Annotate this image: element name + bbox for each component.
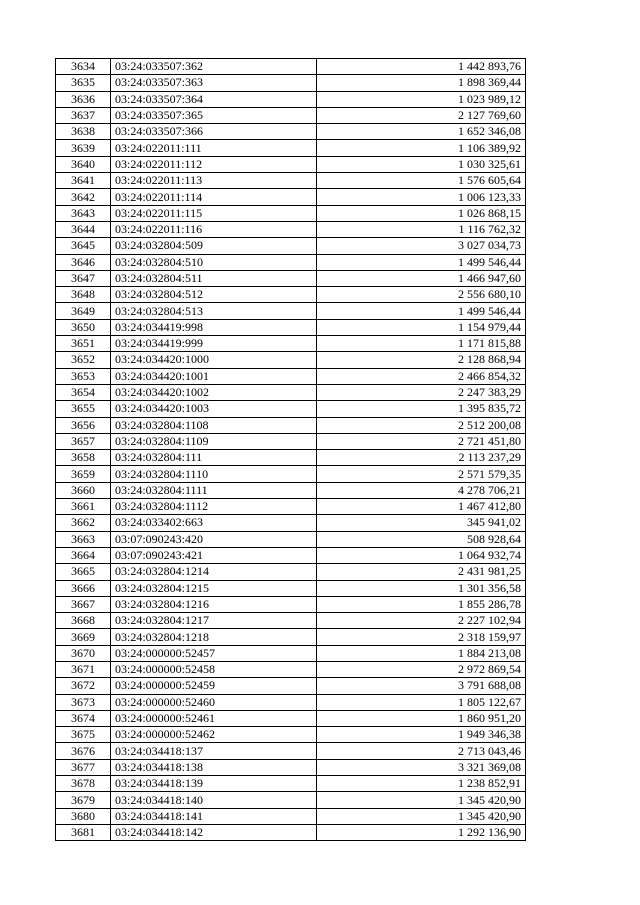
row-number-cell: 3646 xyxy=(56,254,111,270)
table-row xyxy=(56,613,526,629)
table-row xyxy=(56,792,526,808)
cadastral-value-table xyxy=(55,58,526,841)
table-row xyxy=(56,221,526,237)
row-number-cell: 3650 xyxy=(56,319,111,335)
value-cell: 1 171 815,88 xyxy=(317,336,526,352)
cadastral-number-cell: 03:07:090243:421 xyxy=(111,547,317,563)
row-number-cell: 3644 xyxy=(56,221,111,237)
table-row xyxy=(56,515,526,531)
cadastral-number-cell: 03:24:000000:52460 xyxy=(111,694,317,710)
value-cell: 2 127 769,60 xyxy=(317,107,526,123)
table-row xyxy=(56,678,526,694)
row-number-cell: 3657 xyxy=(56,433,111,449)
value-cell: 1 499 546,44 xyxy=(317,303,526,319)
table-row xyxy=(56,499,526,515)
cadastral-number-cell: 03:24:022011:111 xyxy=(111,140,317,156)
value-cell: 2 556 680,10 xyxy=(317,287,526,303)
cadastral-number-cell: 03:24:000000:52459 xyxy=(111,678,317,694)
cadastral-number-cell: 03:24:034420:1003 xyxy=(111,401,317,417)
value-cell: 1 345 420,90 xyxy=(317,792,526,808)
value-cell: 2 247 383,29 xyxy=(317,384,526,400)
cadastral-number-cell: 03:24:034418:140 xyxy=(111,792,317,808)
row-number-cell: 3653 xyxy=(56,368,111,384)
value-cell: 1 106 389,92 xyxy=(317,140,526,156)
table-row xyxy=(56,254,526,270)
value-cell: 1 006 123,33 xyxy=(317,189,526,205)
value-cell: 1 884 213,08 xyxy=(317,645,526,661)
table-row xyxy=(56,547,526,563)
cadastral-number-cell: 03:24:032804:1109 xyxy=(111,433,317,449)
value-cell: 1 023 989,12 xyxy=(317,91,526,107)
value-cell: 2 227 102,94 xyxy=(317,613,526,629)
row-number-cell: 3679 xyxy=(56,792,111,808)
cadastral-number-cell: 03:24:032804:1214 xyxy=(111,564,317,580)
row-number-cell: 3637 xyxy=(56,107,111,123)
value-cell: 1 030 325,61 xyxy=(317,156,526,172)
row-number-cell: 3642 xyxy=(56,189,111,205)
table-row xyxy=(56,270,526,286)
cadastral-number-cell: 03:24:022011:114 xyxy=(111,189,317,205)
row-number-cell: 3641 xyxy=(56,173,111,189)
value-cell: 3 321 369,08 xyxy=(317,759,526,775)
row-number-cell: 3649 xyxy=(56,303,111,319)
cadastral-number-cell: 03:24:032804:510 xyxy=(111,254,317,270)
table-row xyxy=(56,140,526,156)
cadastral-number-cell: 03:24:032804:1215 xyxy=(111,580,317,596)
row-number-cell: 3677 xyxy=(56,759,111,775)
value-cell: 1 576 605,64 xyxy=(317,173,526,189)
table-row xyxy=(56,156,526,172)
row-number-cell: 3672 xyxy=(56,678,111,694)
row-number-cell: 3666 xyxy=(56,580,111,596)
value-cell: 508 928,64 xyxy=(317,531,526,547)
cadastral-number-cell: 03:24:032804:1218 xyxy=(111,629,317,645)
cadastral-number-cell: 03:24:034420:1000 xyxy=(111,352,317,368)
value-cell: 1 301 356,58 xyxy=(317,580,526,596)
cadastral-number-cell: 03:24:033507:363 xyxy=(111,75,317,91)
row-number-cell: 3676 xyxy=(56,743,111,759)
table-row xyxy=(56,808,526,824)
table-row xyxy=(56,319,526,335)
cadastral-number-cell: 03:24:032804:1108 xyxy=(111,417,317,433)
row-number-cell: 3667 xyxy=(56,596,111,612)
row-number-cell: 3658 xyxy=(56,450,111,466)
table-row xyxy=(56,433,526,449)
table-row xyxy=(56,645,526,661)
cadastral-number-cell: 03:24:032804:1112 xyxy=(111,499,317,515)
cadastral-number-cell: 03:07:090243:420 xyxy=(111,531,317,547)
cadastral-number-cell: 03:24:034420:1002 xyxy=(111,384,317,400)
row-number-cell: 3670 xyxy=(56,645,111,661)
row-number-cell: 3661 xyxy=(56,499,111,515)
row-number-cell: 3643 xyxy=(56,205,111,221)
value-cell: 1 116 762,32 xyxy=(317,221,526,237)
cadastral-number-cell: 03:24:032804:513 xyxy=(111,303,317,319)
cadastral-number-cell: 03:24:033507:362 xyxy=(111,59,317,75)
row-number-cell: 3681 xyxy=(56,824,111,840)
value-cell: 3 027 034,73 xyxy=(317,238,526,254)
value-cell: 1 026 868,15 xyxy=(317,205,526,221)
value-cell: 1 805 122,67 xyxy=(317,694,526,710)
table-row xyxy=(56,710,526,726)
table-row xyxy=(56,189,526,205)
table-row xyxy=(56,303,526,319)
cadastral-number-cell: 03:24:034418:142 xyxy=(111,824,317,840)
row-number-cell: 3674 xyxy=(56,710,111,726)
table-row xyxy=(56,205,526,221)
value-cell: 2 466 854,32 xyxy=(317,368,526,384)
row-number-cell: 3675 xyxy=(56,727,111,743)
row-number-cell: 3660 xyxy=(56,482,111,498)
row-number-cell: 3665 xyxy=(56,564,111,580)
cadastral-number-cell: 03:24:032804:1217 xyxy=(111,613,317,629)
row-number-cell: 3635 xyxy=(56,75,111,91)
value-cell: 3 791 688,08 xyxy=(317,678,526,694)
value-cell: 2 972 869,54 xyxy=(317,661,526,677)
value-cell: 2 113 237,29 xyxy=(317,450,526,466)
cadastral-number-cell: 03:24:032804:511 xyxy=(111,270,317,286)
cadastral-number-cell: 03:24:000000:52457 xyxy=(111,645,317,661)
row-number-cell: 3639 xyxy=(56,140,111,156)
row-number-cell: 3669 xyxy=(56,629,111,645)
cadastral-number-cell: 03:24:000000:52462 xyxy=(111,727,317,743)
row-number-cell: 3680 xyxy=(56,808,111,824)
row-number-cell: 3634 xyxy=(56,59,111,75)
value-cell: 1 855 286,78 xyxy=(317,596,526,612)
value-cell: 2 571 579,35 xyxy=(317,466,526,482)
table-row xyxy=(56,759,526,775)
table-row xyxy=(56,238,526,254)
table-row xyxy=(56,59,526,75)
value-cell: 1 898 369,44 xyxy=(317,75,526,91)
value-cell: 1 395 835,72 xyxy=(317,401,526,417)
table-row xyxy=(56,352,526,368)
cadastral-number-cell: 03:24:034418:141 xyxy=(111,808,317,824)
cadastral-number-cell: 03:24:034420:1001 xyxy=(111,368,317,384)
value-cell: 1 442 893,76 xyxy=(317,59,526,75)
row-number-cell: 3662 xyxy=(56,515,111,531)
value-cell: 2 713 043,46 xyxy=(317,743,526,759)
cadastral-number-cell: 03:24:032804:1110 xyxy=(111,466,317,482)
row-number-cell: 3654 xyxy=(56,384,111,400)
table-row xyxy=(56,450,526,466)
value-cell: 1 154 979,44 xyxy=(317,319,526,335)
table-row xyxy=(56,173,526,189)
cadastral-number-cell: 03:24:032804:512 xyxy=(111,287,317,303)
row-number-cell: 3668 xyxy=(56,613,111,629)
cadastral-number-cell: 03:24:022011:116 xyxy=(111,221,317,237)
row-number-cell: 3648 xyxy=(56,287,111,303)
value-cell: 1 292 136,90 xyxy=(317,824,526,840)
table-row xyxy=(56,287,526,303)
cadastral-number-cell: 03:24:033507:366 xyxy=(111,124,317,140)
table-row xyxy=(56,564,526,580)
row-number-cell: 3673 xyxy=(56,694,111,710)
table-row xyxy=(56,580,526,596)
table-row xyxy=(56,368,526,384)
cadastral-number-cell: 03:24:034418:139 xyxy=(111,776,317,792)
table-row xyxy=(56,776,526,792)
cadastral-number-cell: 03:24:033402:663 xyxy=(111,515,317,531)
value-cell: 1 499 546,44 xyxy=(317,254,526,270)
cadastral-number-cell: 03:24:034418:138 xyxy=(111,759,317,775)
table-row xyxy=(56,596,526,612)
table-row xyxy=(56,336,526,352)
row-number-cell: 3647 xyxy=(56,270,111,286)
row-number-cell: 3656 xyxy=(56,417,111,433)
value-cell: 345 941,02 xyxy=(317,515,526,531)
cadastral-number-cell: 03:24:032804:111 xyxy=(111,450,317,466)
table-row xyxy=(56,661,526,677)
value-cell: 2 512 200,08 xyxy=(317,417,526,433)
table-row xyxy=(56,91,526,107)
row-number-cell: 3659 xyxy=(56,466,111,482)
table-row xyxy=(56,743,526,759)
cadastral-number-cell: 03:24:022011:113 xyxy=(111,173,317,189)
value-cell: 2 128 868,94 xyxy=(317,352,526,368)
table-row xyxy=(56,384,526,400)
table-row xyxy=(56,694,526,710)
value-cell: 1 345 420,90 xyxy=(317,808,526,824)
row-number-cell: 3655 xyxy=(56,401,111,417)
table-row xyxy=(56,824,526,840)
table-row xyxy=(56,401,526,417)
row-number-cell: 3638 xyxy=(56,124,111,140)
cadastral-number-cell: 03:24:033507:364 xyxy=(111,91,317,107)
row-number-cell: 3664 xyxy=(56,547,111,563)
cadastral-number-cell: 03:24:022011:112 xyxy=(111,156,317,172)
row-number-cell: 3651 xyxy=(56,336,111,352)
row-number-cell: 3678 xyxy=(56,776,111,792)
row-number-cell: 3636 xyxy=(56,91,111,107)
cadastral-number-cell: 03:24:034419:999 xyxy=(111,336,317,352)
cadastral-number-cell: 03:24:032804:1216 xyxy=(111,596,317,612)
table-row xyxy=(56,107,526,123)
value-cell: 2 721 451,80 xyxy=(317,433,526,449)
table-row xyxy=(56,531,526,547)
table-row xyxy=(56,482,526,498)
row-number-cell: 3663 xyxy=(56,531,111,547)
row-number-cell: 3640 xyxy=(56,156,111,172)
value-cell: 1 652 346,08 xyxy=(317,124,526,140)
value-cell: 4 278 706,21 xyxy=(317,482,526,498)
value-cell: 1 064 932,74 xyxy=(317,547,526,563)
value-cell: 1 949 346,38 xyxy=(317,727,526,743)
table-row xyxy=(56,417,526,433)
cadastral-number-cell: 03:24:032804:509 xyxy=(111,238,317,254)
cadastral-number-cell: 03:24:033507:365 xyxy=(111,107,317,123)
row-number-cell: 3645 xyxy=(56,238,111,254)
value-cell: 1 238 852,91 xyxy=(317,776,526,792)
cadastral-number-cell: 03:24:022011:115 xyxy=(111,205,317,221)
table-row xyxy=(56,124,526,140)
cadastral-number-cell: 03:24:000000:52461 xyxy=(111,710,317,726)
value-cell: 1 466 947,60 xyxy=(317,270,526,286)
value-cell: 1 467 412,80 xyxy=(317,499,526,515)
table-row xyxy=(56,727,526,743)
value-cell: 2 318 159,97 xyxy=(317,629,526,645)
table-row xyxy=(56,466,526,482)
table-body xyxy=(56,59,526,841)
value-cell: 2 431 981,25 xyxy=(317,564,526,580)
cadastral-number-cell: 03:24:000000:52458 xyxy=(111,661,317,677)
row-number-cell: 3671 xyxy=(56,661,111,677)
row-number-cell: 3652 xyxy=(56,352,111,368)
cadastral-number-cell: 03:24:032804:1111 xyxy=(111,482,317,498)
value-cell: 1 860 951,20 xyxy=(317,710,526,726)
cadastral-number-cell: 03:24:034418:137 xyxy=(111,743,317,759)
table-row xyxy=(56,629,526,645)
table-row xyxy=(56,75,526,91)
cadastral-number-cell: 03:24:034419:998 xyxy=(111,319,317,335)
